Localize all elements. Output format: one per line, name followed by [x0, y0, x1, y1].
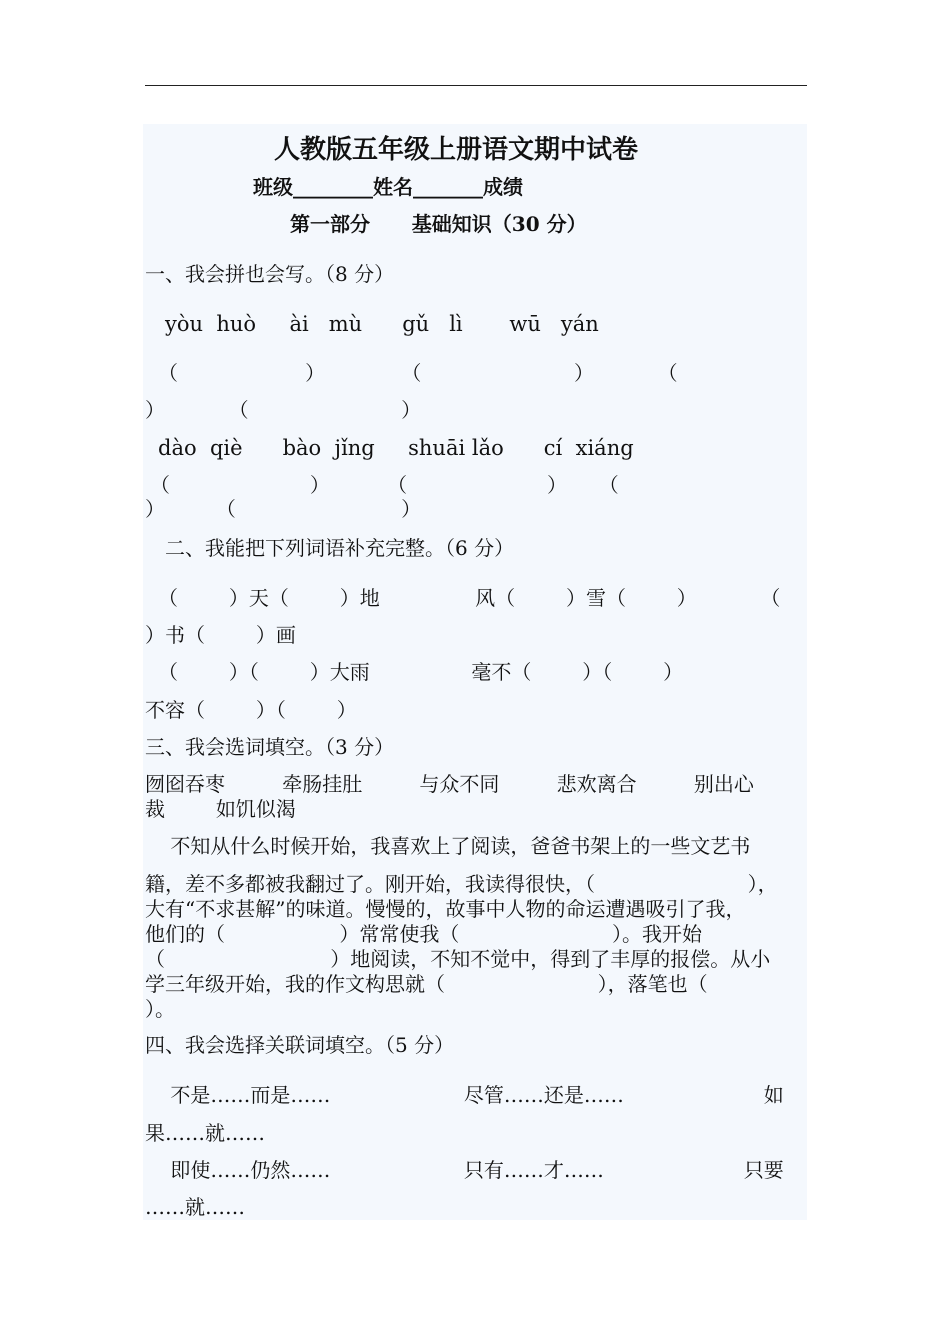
passage-line: （ ）地阅读，不知不觉中，得到了丰厚的报偿。从小 [145, 947, 771, 971]
fill-line-3: （ ）（ ）大雨 毫不（ ）（ ） [158, 660, 684, 684]
page-title: 人教版五年级上册语文期中试卷 [274, 135, 639, 165]
blank-row-2a: （ ） （ ） （ [150, 473, 619, 497]
passage-line: 大有“不求甚解”的味道。慢慢的，故事中人物的命运遭遇吸引了我， [145, 897, 746, 921]
pinyin-row-1: yòu huò ài mù gǔ lì wū yán [165, 312, 599, 336]
passage-line: ）。 [145, 997, 175, 1021]
blank-row-1b: ） （ ） [145, 398, 422, 422]
section3-heading: 三、我会选词填空。（3 分） [145, 735, 395, 759]
fill-line-4: 不容（ ）（ ） [145, 698, 357, 722]
conjunction-line-2: 果……就…… [145, 1121, 265, 1145]
passage-line: 不知从什么时候开始，我喜欢上了阅读，爸爸书架上的一些文艺书 [145, 834, 751, 858]
blank-row-1a: （ ） （ ） （ [158, 361, 678, 385]
word-bank-line-2: 裁 如饥似渴 [145, 797, 296, 821]
fill-line-2: ）书（ ）画 [145, 623, 296, 647]
section1-heading: 一、我会拼也会写。（8 分） [145, 262, 395, 286]
section2-heading: 二、我能把下列词语补充完整。（6 分） [165, 536, 515, 560]
header-rule [145, 85, 807, 86]
blank-row-2b: ） （ ） [145, 497, 422, 521]
student-info-line: 班级________姓名_______成绩 [253, 175, 523, 199]
conjunction-line-4: ……就…… [145, 1195, 245, 1219]
conjunction-line-3: 即使……仍然…… 只有……才…… 只要 [145, 1158, 784, 1182]
passage-line: 他们的（ ）常常使我（ ）。我开始 [145, 922, 703, 946]
passage-line: 籍，差不多都被我翻过了。刚开始，我读得很快，（ ）， [145, 872, 778, 896]
passage-line: 学三年级开始，我的作文构思就（ ），落笔也（ [145, 972, 708, 996]
fill-line-1: （ ）天（ ）地 风（ ）雪（ ） （ [158, 586, 781, 610]
pinyin-row-2: dào qiè bào jǐng shuāi lǎo cí xiáng [158, 436, 634, 460]
part-one-heading: 第一部分 基础知识（30 分） [290, 212, 587, 236]
section4-heading: 四、我会选择关联词填空。（5 分） [145, 1033, 455, 1057]
conjunction-line-1: 不是……而是…… 尽管……还是…… 如 [145, 1083, 784, 1107]
word-bank-line-1: 囫囵吞枣 牵肠挂肚 与众不同 悲欢离合 别出心 [145, 772, 754, 796]
